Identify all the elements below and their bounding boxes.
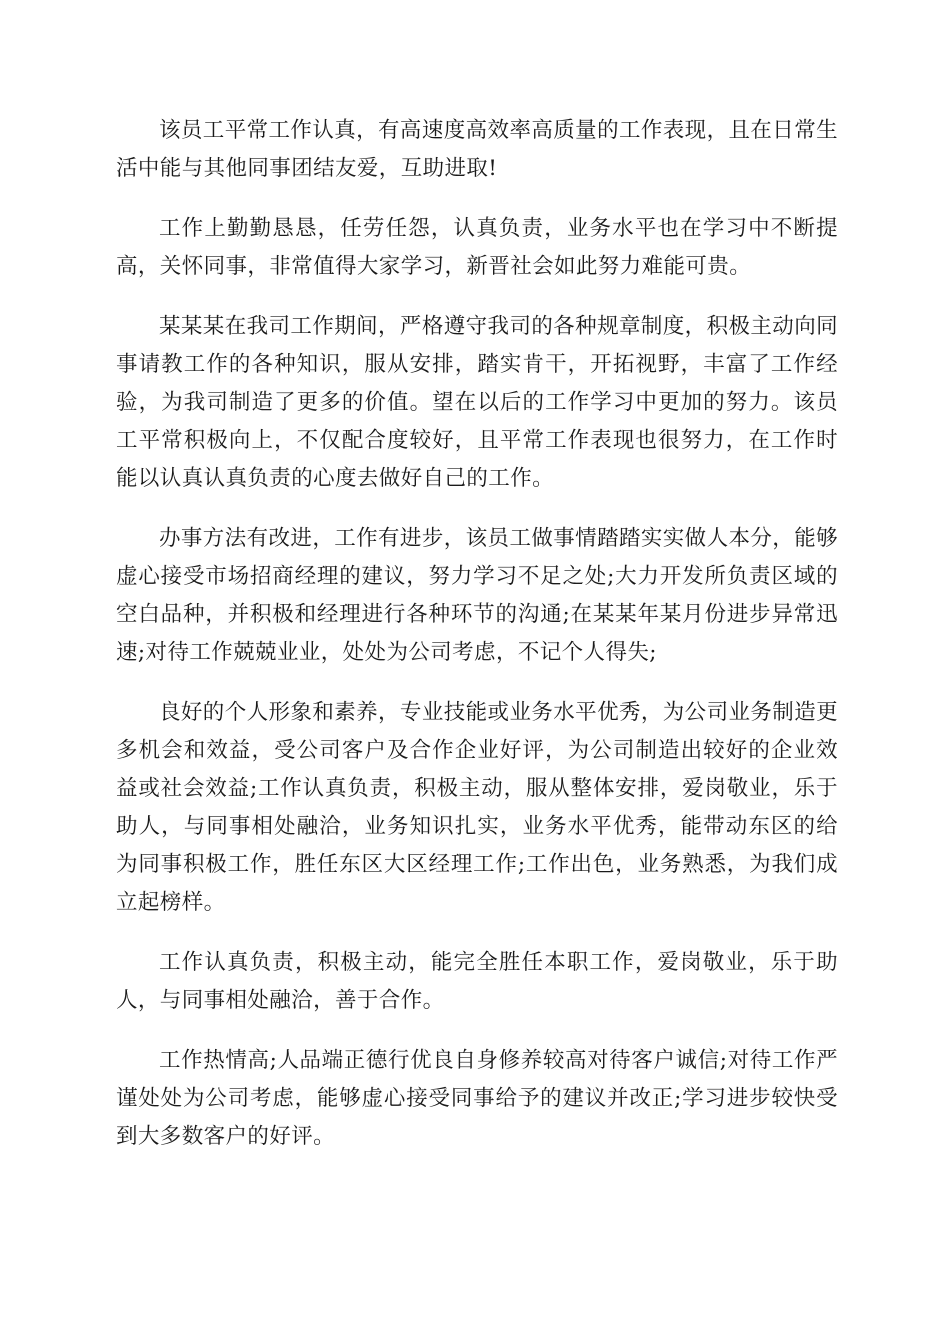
document-body bbox=[116, 112, 838, 1178]
paragraph-3: 某某某在我司工作期间，严格遵守我司的各种规章制度，积极主动向同事请教工作的各种知识，服从安排，踏实肯干，开拓视野，丰富了工作经验，为我司制造了更多的价值。望在以后的工作学习中更加的努力。该员工平常积极向上，不仅配合度较好，且平常工作表现也很努力，在工作时能以认真认真负责的心度去做好自己的工作。 bbox=[116, 314, 838, 491]
paragraph-2: 工作上勤勤恳恳，任劳任怨，认真负责，业务水平也在学习中不断提高，关怀同事，非常值得大家学习，新晋社会如此努力难能可贵。 bbox=[116, 216, 838, 279]
paragraph-1: 该员工平常工作认真，有高速度高效率高质量的工作表现，且在日常生活中能与其他同事团结友爱，互助进取! bbox=[116, 118, 838, 181]
paragraph-4: 办事方法有改进，工作有进步，该员工做事情踏踏实实做人本分，能够虚心接受市场招商经理的建议，努力学习不足之处;大力开发所负责区域的空白品种，并积极和经理进行各种环节的沟通;在某某年某月份进步异常迅速;对待工作兢兢业业，处处为公司考虑，不记个人得失; bbox=[116, 526, 838, 665]
paragraph-7: 工作热情高;人品端正德行优良自身修养较高对待客户诚信;对待工作严谨处处为公司考虑，能够虚心接受同事给予的建议并改正;学习进步较快受到大多数客户的好评。 bbox=[116, 1048, 838, 1149]
paragraph-5: 良好的个人形象和素养，专业技能或业务水平优秀，为公司业务制造更多机会和效益，受公司客户及合作企业好评，为公司制造出较好的企业效益或社会效益;工作认真负责，积极主动，服从整体安排，爱岗敬业，乐于助人，与同事相处融洽，业务知识扎实，业务水平优秀，能带动东区的给为同事积极工作，胜任东区大区经理工作;工作出色，业务熟悉，为我们成立起榜样。 bbox=[116, 700, 838, 915]
paragraph-6: 工作认真负责，积极主动，能完全胜任本职工作，爱岗敬业，乐于助人，与同事相处融洽，善于合作。 bbox=[116, 950, 838, 1013]
